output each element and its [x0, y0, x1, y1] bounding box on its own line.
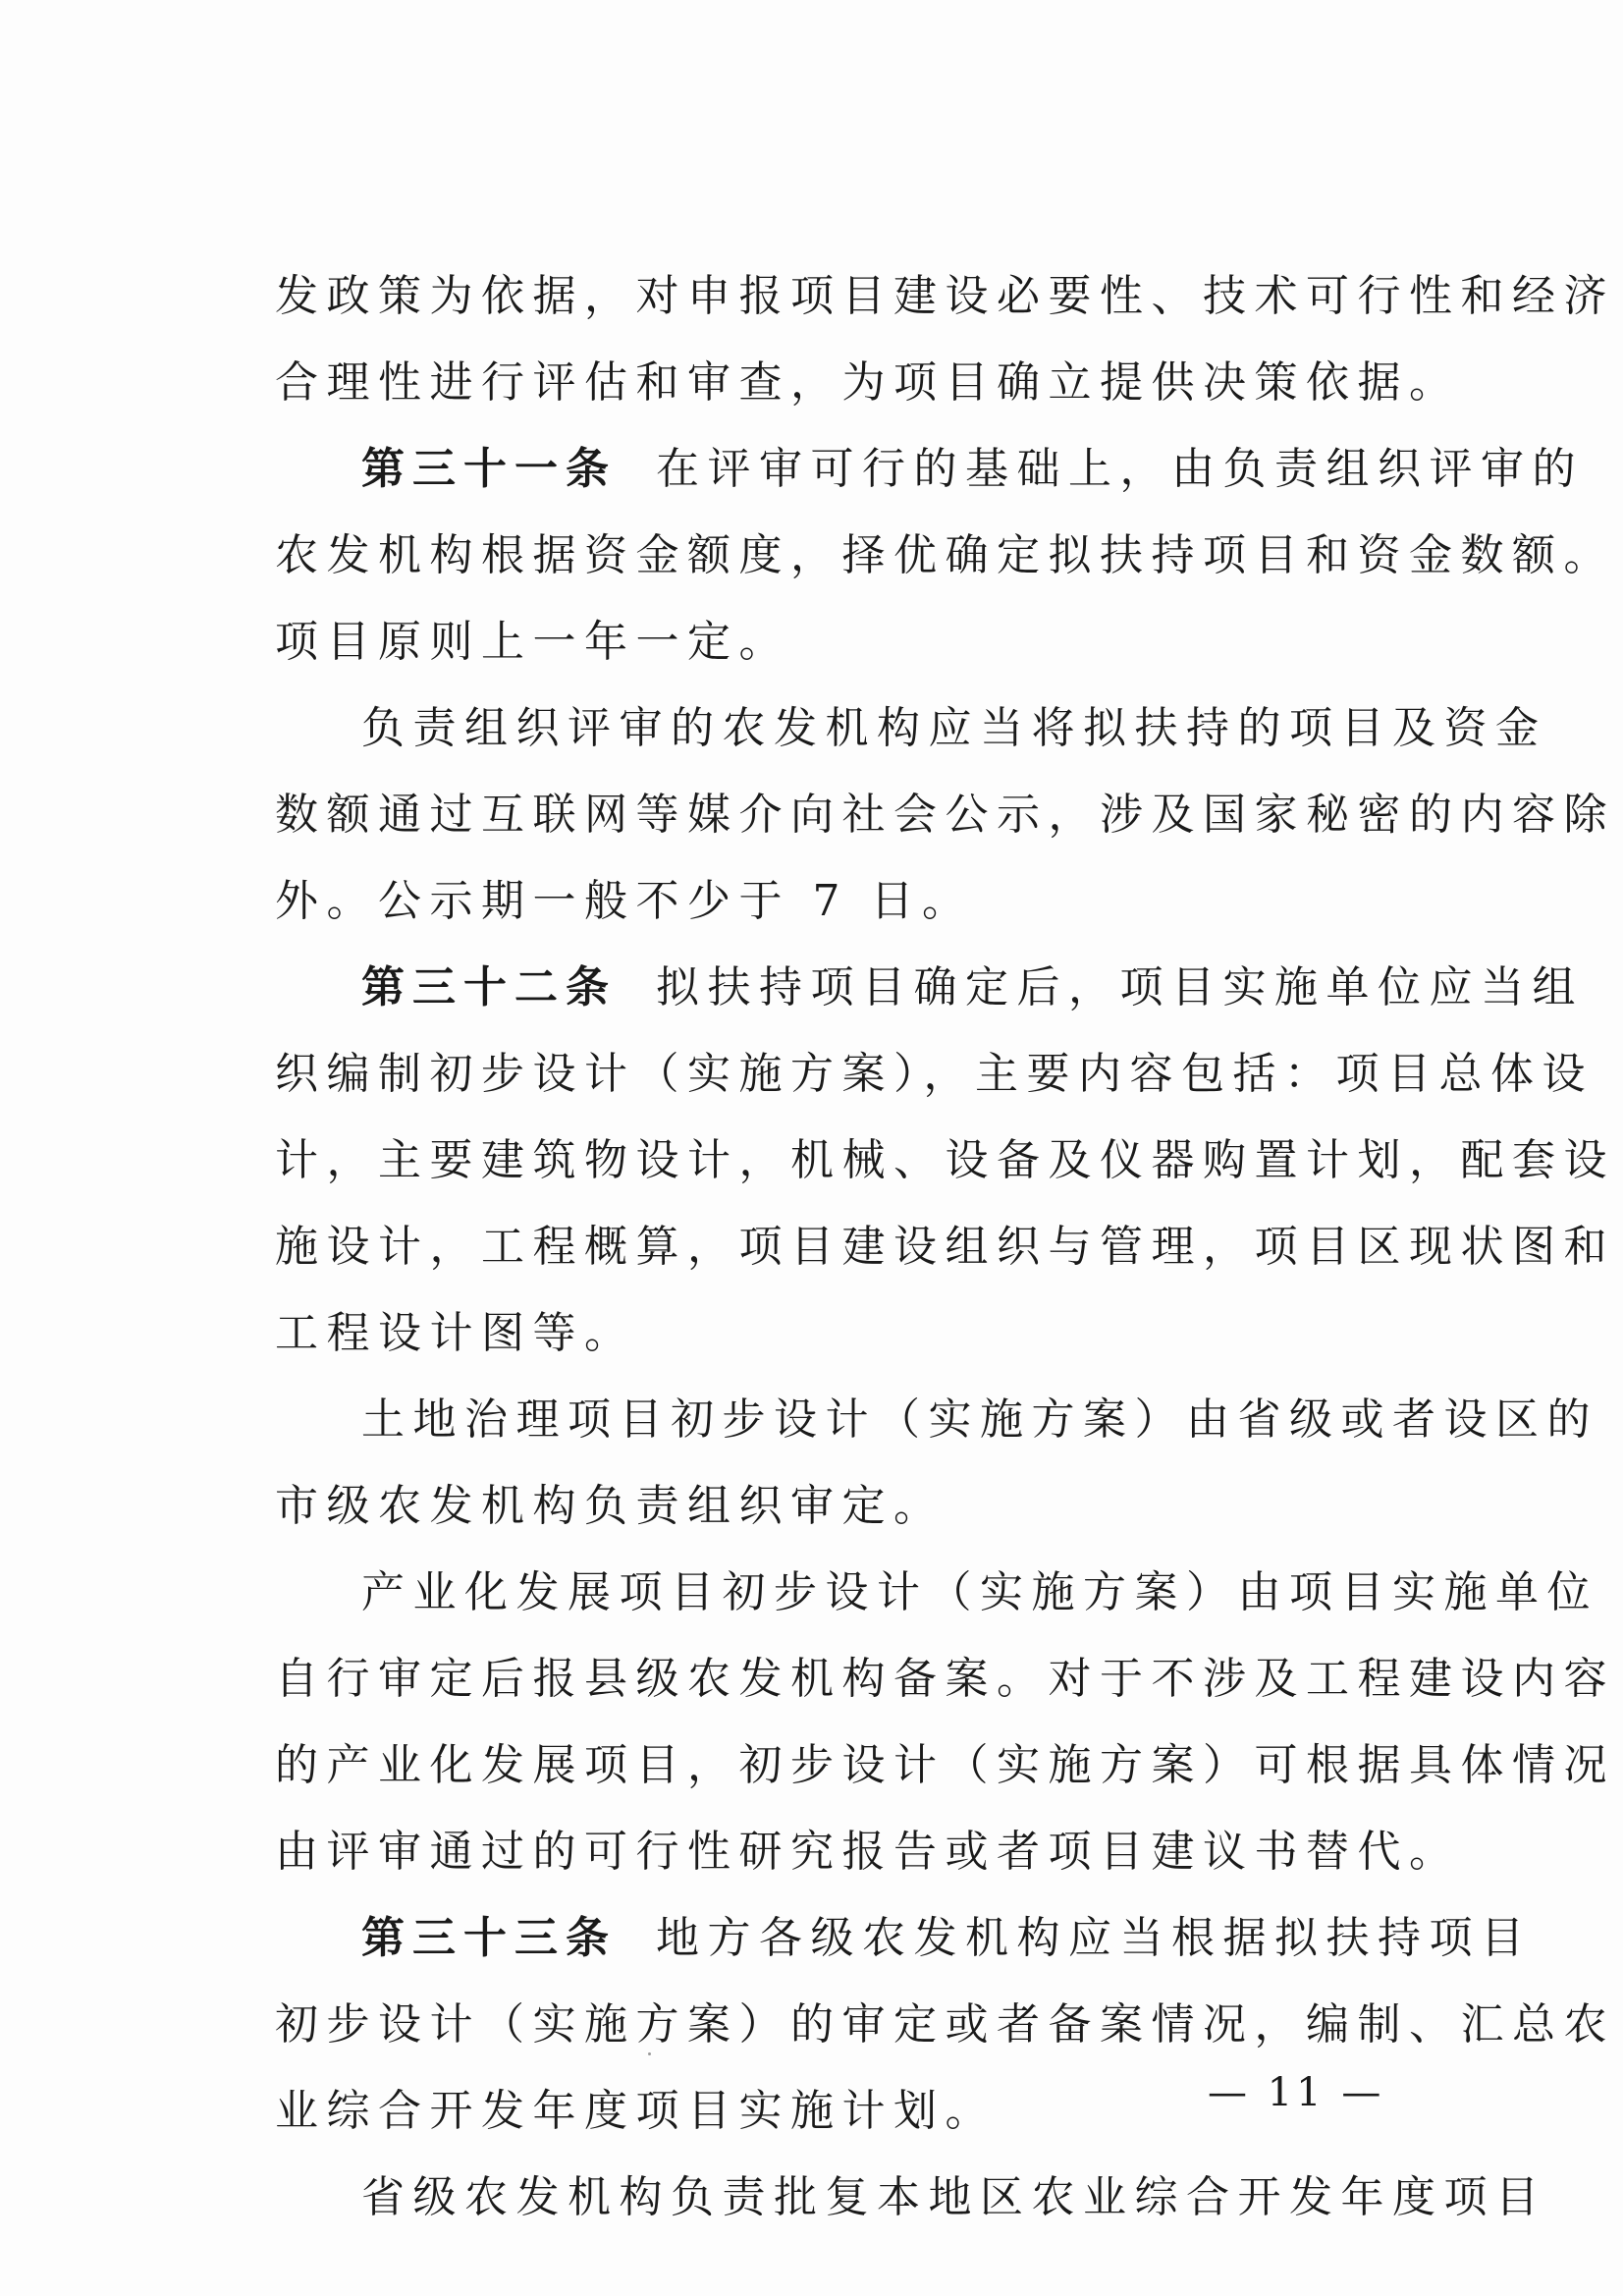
- text-line: 项目原则上一年一定。: [275, 617, 790, 667]
- article-number: 第三十二条: [361, 962, 617, 1012]
- text-line: 合理性进行评估和审查，为项目确立提供决策依据。: [275, 357, 1461, 408]
- text-line: 的产业化发展项目，初步设计（实施方案）可根据具体情况: [275, 1740, 1615, 1790]
- text-line: 土地治理项目初步设计（实施方案）由省级或者设区的: [361, 1394, 1598, 1445]
- article-31-first-line: [275, 426, 1584, 513]
- article-text: 拟扶持项目确定后，项目实施单位应当组: [656, 962, 1584, 1012]
- text-line: 产业化发展项目初步设计（实施方案）由项目实施单位: [361, 1567, 1598, 1617]
- text-line: 由评审通过的可行性研究报告或者项目建议书替代。: [275, 1827, 1461, 1877]
- text-line: 数额通过互联网等媒介向社会公示，涉及国家秘密的内容除: [275, 790, 1615, 840]
- article-32-first-line: [275, 945, 1584, 1031]
- text-line: 施设计，工程概算，项目建设组织与管理，项目区现状图和: [275, 1222, 1615, 1272]
- text-line: 织编制初步设计（实施方案），主要内容包括：项目总体设: [275, 1049, 1594, 1099]
- text-line: 市级农发机构负责组织审定。: [275, 1481, 946, 1531]
- text-line: 农发机构根据资金额度，择优确定拟扶持项目和资金数额。: [275, 530, 1615, 580]
- page-number: — 11 —: [1208, 2070, 1385, 2115]
- text-line: 发政策为依据，对申报项目建设必要性、技术可行性和经济: [275, 271, 1615, 321]
- article-33-first-line: [275, 1895, 1533, 1982]
- scan-speck: [648, 2052, 651, 2055]
- text-line: 计，主要建筑物设计，机械、设备及仪器购置计划，配套设: [275, 1135, 1615, 1185]
- article-text: 地方各级农发机构应当根据拟扶持项目: [656, 1913, 1533, 1963]
- body-text: [275, 253, 1615, 2241]
- article-number: 第三十三条: [361, 1913, 617, 1963]
- article-text: 在评审可行的基础上，由负责组织评审的: [656, 444, 1584, 494]
- article-number: 第三十一条: [361, 444, 617, 494]
- text-line: 业综合开发年度项目实施计划。: [275, 2086, 997, 2136]
- text-line: 省级农发机构负责批复本地区农业综合开发年度项目: [361, 2172, 1547, 2222]
- text-line: 外。公示期一般不少于 7 日。: [275, 876, 974, 926]
- text-line: 负责组织评审的农发机构应当将拟扶持的项目及资金: [361, 703, 1547, 753]
- text-line: 工程设计图等。: [275, 1308, 636, 1358]
- text-line: 初步设计（实施方案）的审定或者备案情况，编制、汇总农: [275, 1999, 1615, 2050]
- text-line: 自行审定后报县级农发机构备案。对于不涉及工程建设内容: [275, 1654, 1615, 1704]
